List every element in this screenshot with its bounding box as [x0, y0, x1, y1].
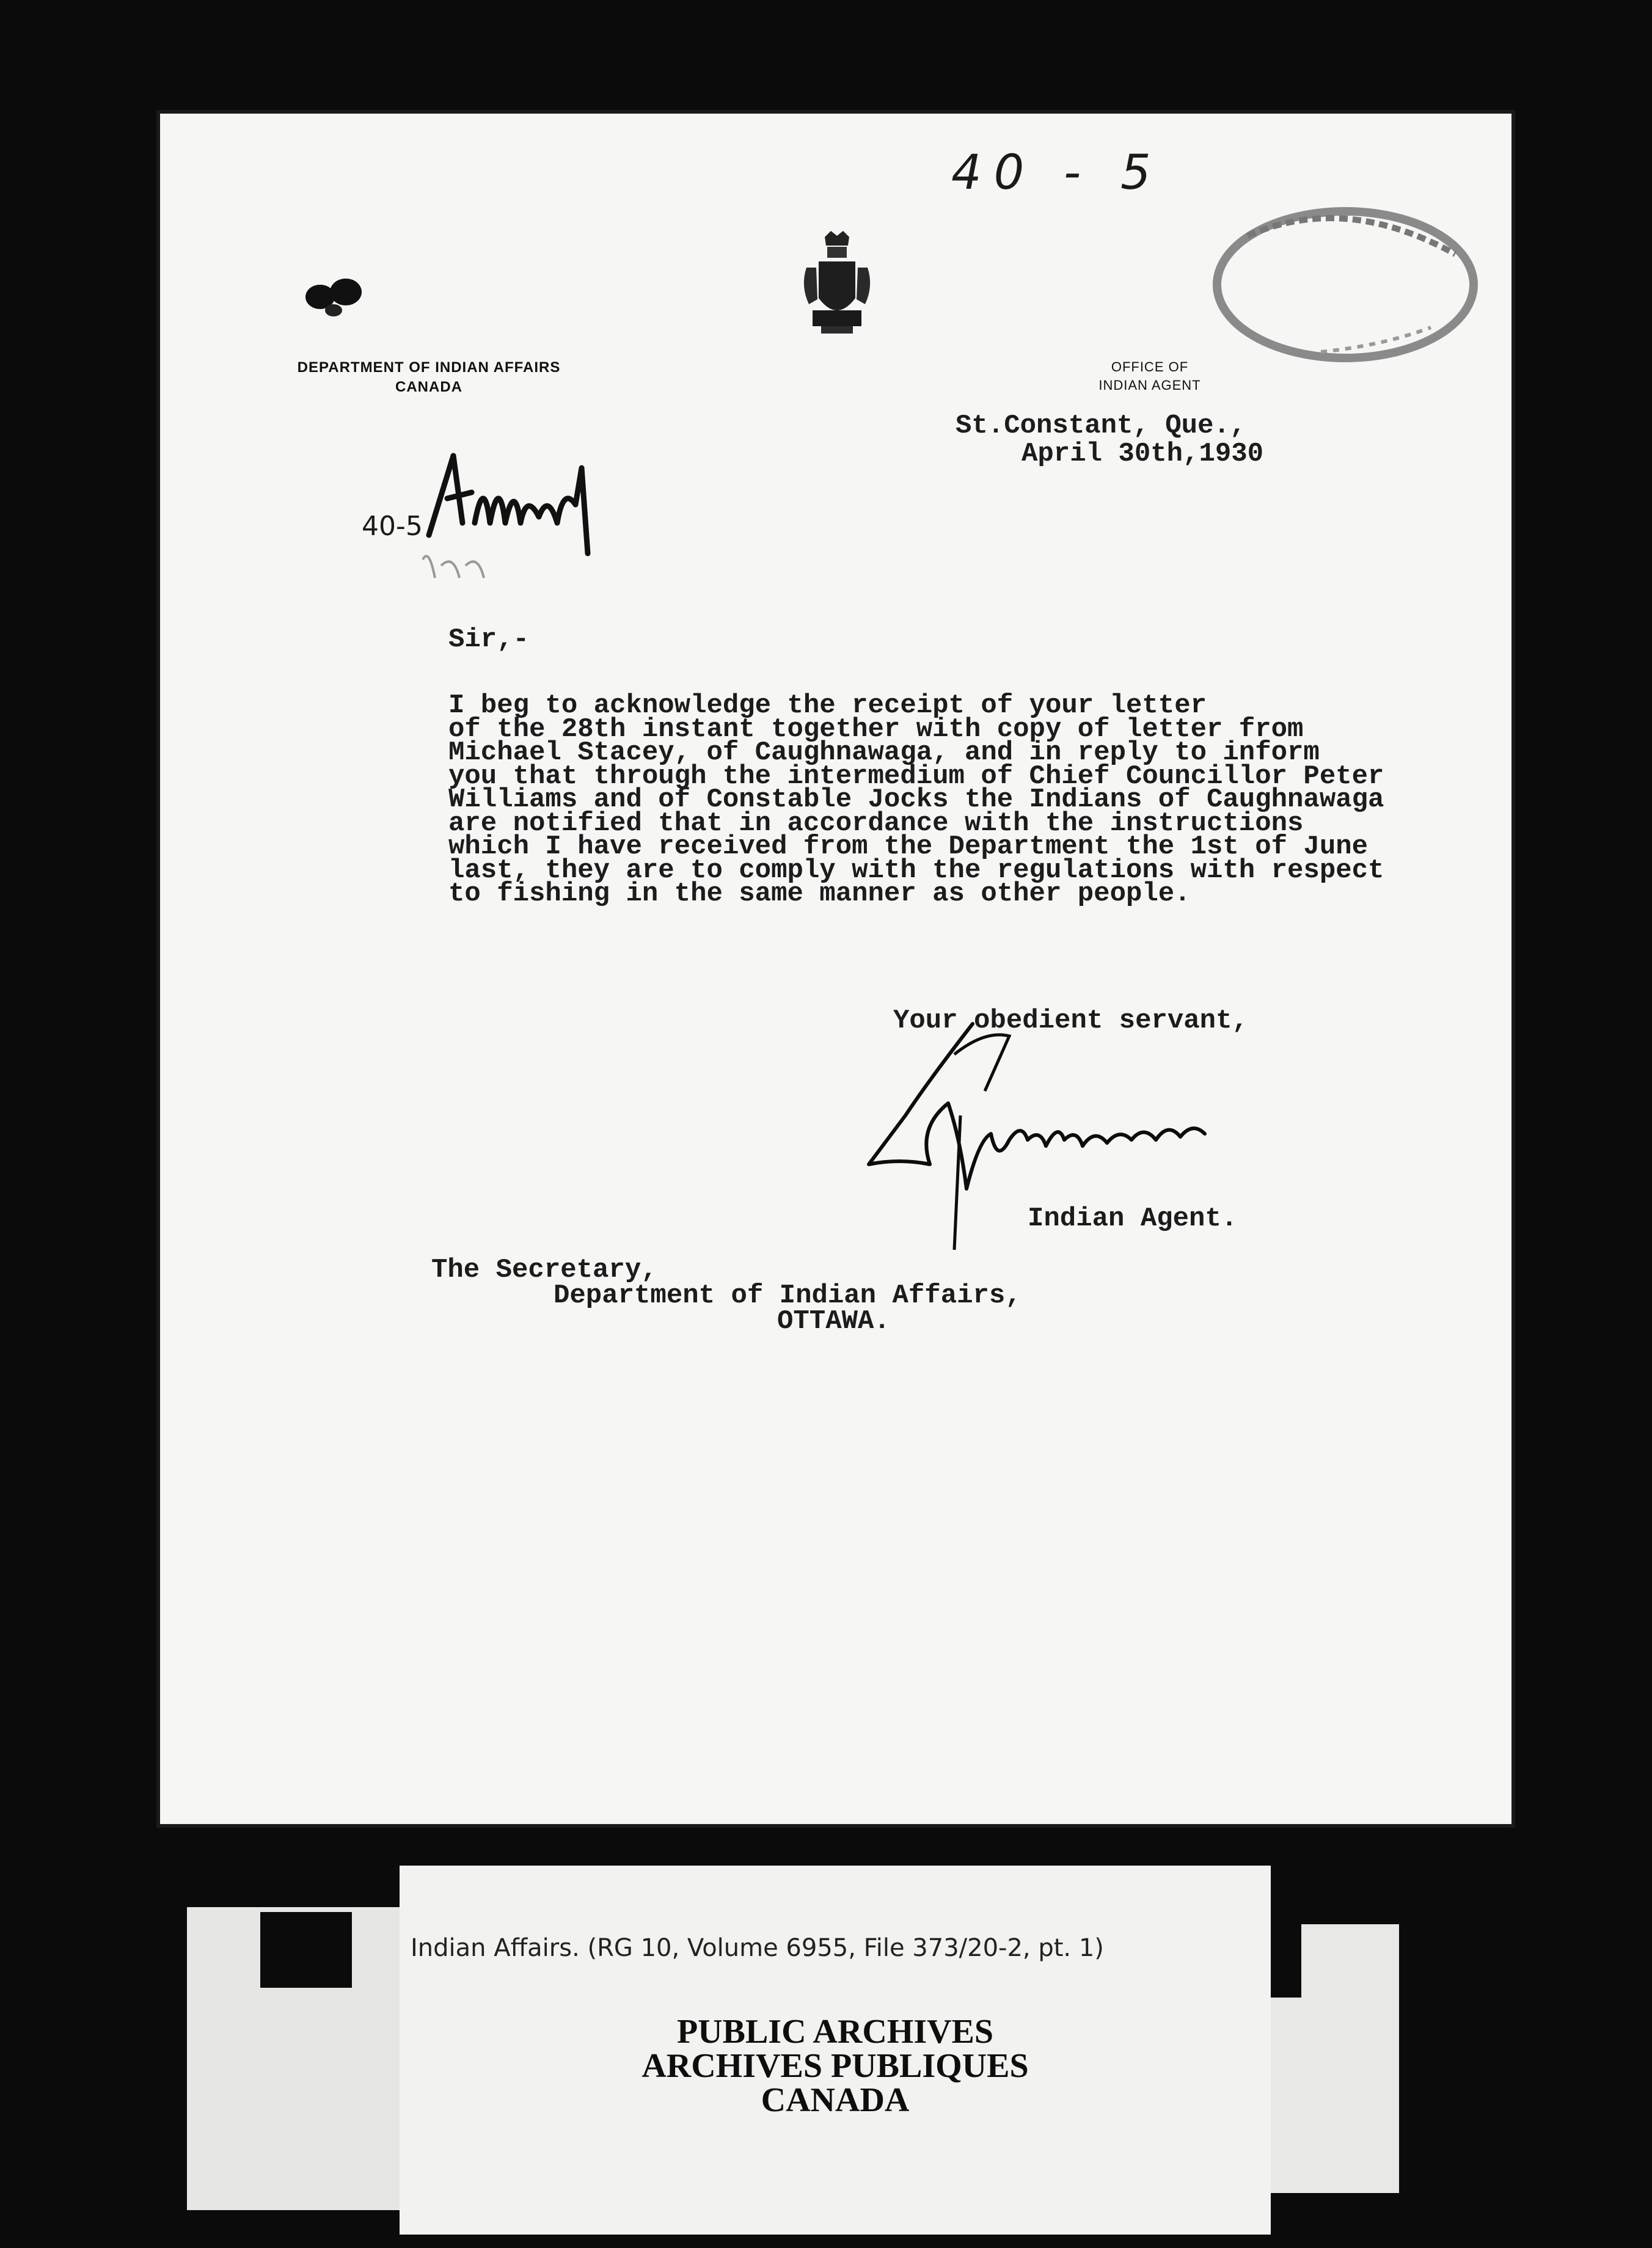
archive-reference: Indian Affairs. (RG 10, Volume 6955, File 373/20-2, pt. 1)	[411, 1934, 1104, 1962]
letter-place: St.Constant, Que.,	[956, 411, 1246, 441]
department-name: DEPARTMENT OF INDIAN AFFAIRS	[297, 359, 561, 376]
letter-body: I beg to acknowledge the receipt of your letter of the 28th instant together with copy of letter from Michael Stacey, of Caughnawaga, and in reply to inform you that through the intermedium of Chief Councillor Peter Williams and of Constable Jocks the Indians of Caughnawaga are notified that in accordance with the instructions which I have received from the Department the 1st of June last, they are to comply with the regulations with respect to fishing in the same manner as other people.	[448, 690, 1384, 909]
office-line: OFFICE OF	[1111, 359, 1189, 374]
office-title: INDIAN AGENT	[1098, 378, 1201, 393]
department-heading	[258, 358, 600, 397]
coat-of-arms-icon	[800, 231, 874, 336]
handwritten-initials	[417, 431, 649, 590]
salutation: Sir,-	[448, 624, 530, 655]
archive-label	[400, 1866, 1271, 2235]
signer-title: Indian Agent.	[1028, 1203, 1238, 1234]
recipient-department: Department of Indian Affairs,	[554, 1280, 1022, 1311]
recipient-title: The Secretary,	[431, 1255, 657, 1285]
handwritten-file-number: 40 - 5	[951, 145, 1163, 200]
received-stamp	[1199, 187, 1480, 376]
complimentary-close: Your obedient servant,	[893, 1005, 1248, 1036]
archive-country: CANADA	[761, 2081, 910, 2119]
archive-name-en: PUBLIC ARCHIVES	[676, 2013, 994, 2051]
letter-sheet	[160, 114, 1511, 1824]
department-country: CANADA	[395, 379, 462, 395]
recipient-city: OTTAWA.	[777, 1306, 890, 1337]
letter-date: April 30th,1930	[1022, 439, 1264, 469]
mount-notch-right	[1271, 1924, 1301, 1998]
handwritten-file-number-left: 40-5	[362, 511, 423, 542]
mount-notch-left	[260, 1912, 352, 1988]
ink-blot	[302, 268, 369, 323]
archive-name-fr: ARCHIVES PUBLIQUES	[641, 2047, 1029, 2085]
